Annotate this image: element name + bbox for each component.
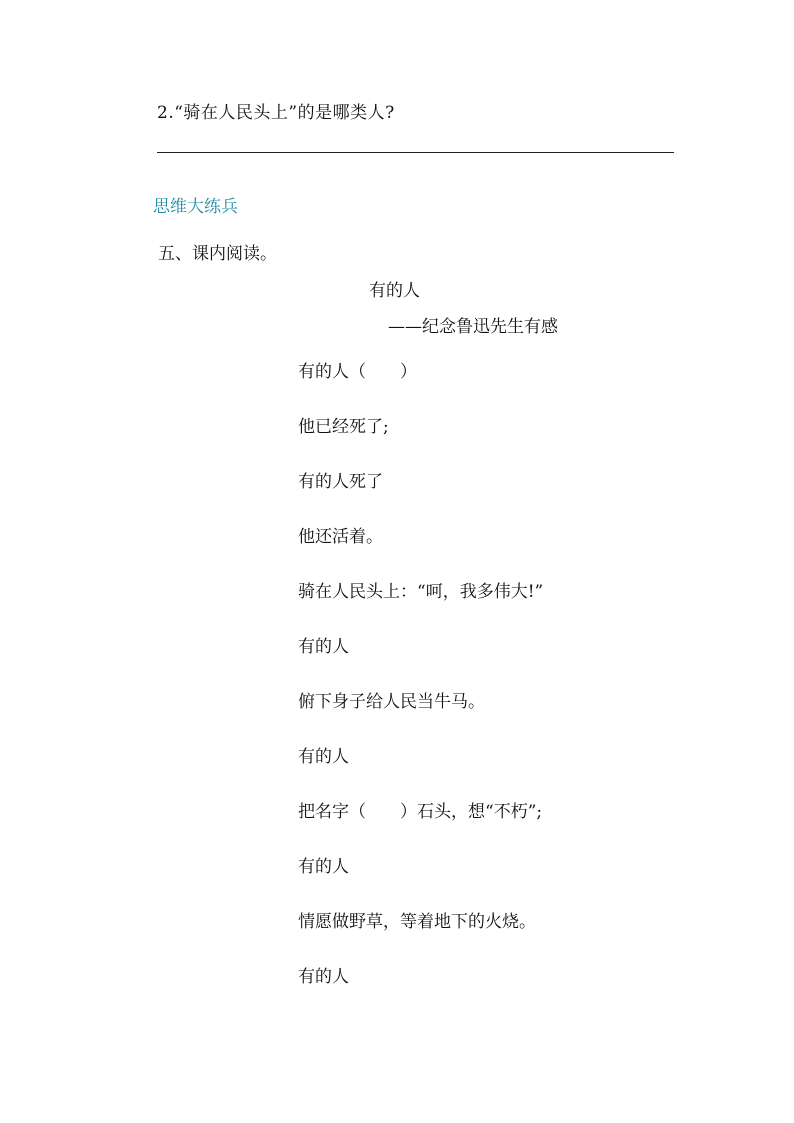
poem-line: 把名字（ ）石头，想“不朽”;: [298, 802, 543, 822]
part-heading: 五、课内阅读。: [158, 244, 277, 264]
poem-line: 有的人: [298, 637, 349, 657]
poem-line: 有的人（ ）: [298, 362, 417, 382]
poem-line: 有的人: [298, 747, 349, 767]
poem-subtitle: ——纪念鲁迅先生有感: [388, 317, 558, 337]
poem-title: 有的人: [369, 281, 420, 301]
poem-line: 俯下身子给人民当牛马。: [298, 692, 485, 712]
question-2-prompt: 2.“骑在人民头上”的是哪类人?: [157, 103, 395, 123]
poem-line: 有的人: [298, 967, 349, 987]
poem-line: 情愿做野草，等着地下的火烧。: [298, 912, 536, 932]
poem-line: 他已经死了;: [298, 417, 389, 437]
poem-line: 有的人死了: [298, 472, 383, 492]
poem-line: 骑在人民头上：“呵，我多伟大!”: [298, 582, 544, 602]
poem-line: 有的人: [298, 857, 349, 877]
poem-line: 他还活着。: [298, 527, 383, 547]
section-heading: 思维大练兵: [153, 197, 238, 217]
answer-line[interactable]: [157, 152, 674, 153]
